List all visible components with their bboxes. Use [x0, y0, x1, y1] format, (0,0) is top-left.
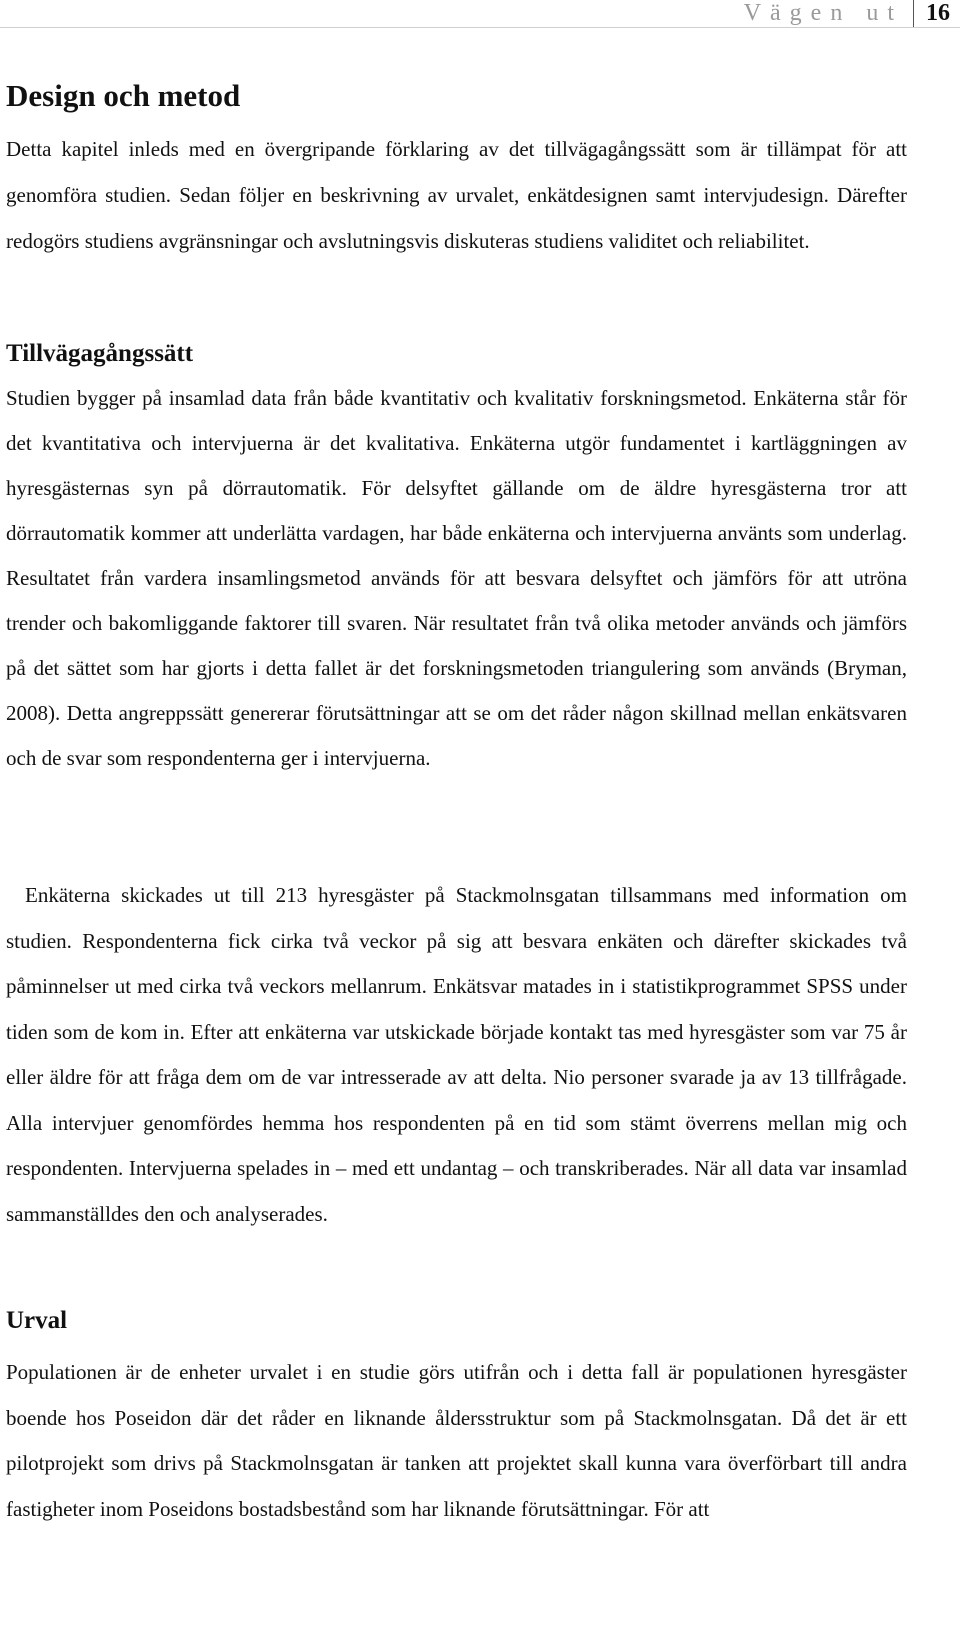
- paragraph-data-collection: Enkäterna skickades ut till 213 hyresgäster på Stackmolnsgatan tillsammans med information om studien. Respondenterna fick cirka två veckor på sig att besvara enkäten och därefter skickades två påminnelser ut med cirka två veckors mellanrum. Enkätsvar matades in i statistikprogrammet SPSS under tiden som de kom in. Efter att enkäterna var utskickade började kontakt tas med hyresgäster som var 75 år eller äldre för att fråga dem om de var intresserade av att delta. Nio personer svarade ja av 13 tillfrågade. Alla intervjuer genomfördes hemma hos respondenten på en tid som stämt överrens mellan mig och respondenten. Intervjuerna spelades in – med ett undantag – och transkriberades. När all data var insamlad sammanställdes den och analyserades.: [6, 883, 907, 1226]
- running-title: Vägen ut: [743, 0, 903, 26]
- running-header: [744, 0, 950, 28]
- header-rule: [0, 27, 960, 28]
- paragraph-method-overview: Studien bygger på insamlad data från både kvantitativ och kvalitativ forskningsmetod. Enkäterna står för det kvantitativa och intervjuerna är det kvalitativa. Enkäterna utgör fundamentet i kartläggningen av hyresgästernas syn på dörrautomatik. För delsyftet gällande om de äldre hyresgästerna tror att dörrautomatik kommer att underlätta vardagen, har både enkäterna och intervjuerna använts som underlag. Resultatet från vardera insamlingsmetod används för att besvara delsyftet och jämförs för att utröna trender och bakomliggande faktorer till svaren. När resultatet från två olika metoder används och jämförs på det sättet som har gjorts i detta fallet är det forskningsmetoden triangulering som används (Bryman, 2008). Detta angreppssätt genererar förutsättningar att se om det råder någon skillnad mellan enkätsvaren och de svar som respondenterna ger i intervjuerna.: [6, 386, 907, 770]
- heading-design-och-metod: Design och metod: [6, 78, 241, 113]
- page-number: 16: [926, 0, 950, 26]
- paragraph-urval: Populationen är de enheter urvalet i en studie görs utifrån och i detta fall är populationen hyresgäster boende hos Poseidon där det råder en liknande åldersstruktur som på Stackmolnsgatan. Då det är ett pilotprojekt som drivs på Stackmolnsgatan är tanken att projektet skall kunna vara överförbart till andra fastigheter inom Poseidons bostadsbestånd som har liknande förutsättningar. För att: [6, 1360, 907, 1521]
- heading-tillvagagangssatt: Tillvägagångssätt: [6, 340, 194, 367]
- heading-urval: Urval: [6, 1307, 68, 1334]
- paragraph-chapter-intro: Detta kapitel inleds med en övergripande förklaring av det tillvägagångssätt som är tillämpat för att genomföra studien. Sedan följer en beskrivning av urvalet, enkätdesignen samt intervjudesign. Därefter redogörs studiens avgränsningar och avslutningsvis diskuteras studiens validitet och reliabilitet.: [6, 137, 907, 253]
